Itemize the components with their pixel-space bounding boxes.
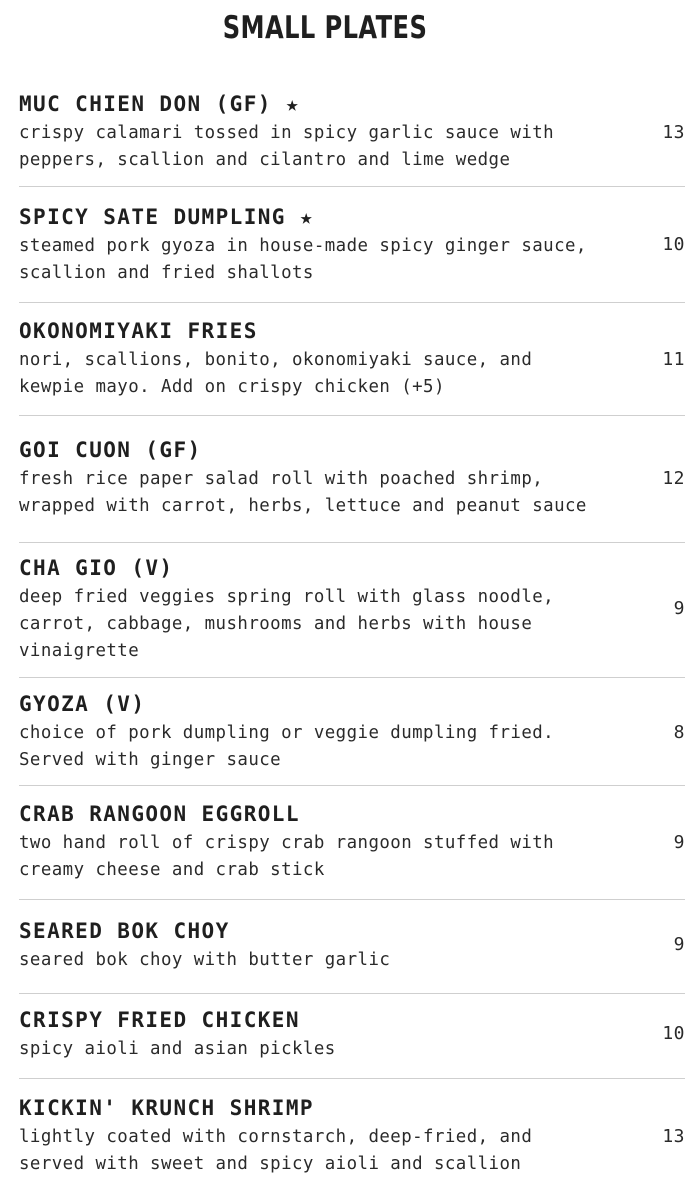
- menu-item-description: [19, 466, 639, 520]
- description-line: crispy calamari tossed in spicy garlic sauce with: [19, 123, 555, 143]
- menu-item-price: 13: [662, 122, 685, 143]
- description-line: served with sweet and spicy aioli and scallion: [19, 1154, 522, 1174]
- menu-item-price: 9: [673, 934, 685, 955]
- description-line: Served with ginger sauce: [19, 750, 282, 770]
- menu-item: [19, 319, 685, 416]
- description-line: choice of pork dumpling or veggie dumpling fried.: [19, 723, 555, 743]
- menu-item: [19, 802, 685, 900]
- section-title: SMALL PLATES: [222, 10, 428, 46]
- menu-item-name: SEARED BOK CHOY: [19, 919, 230, 943]
- menu-item: [19, 919, 685, 994]
- menu-item-name: SPICY SATE DUMPLING ★: [19, 205, 314, 229]
- menu-item: [19, 92, 685, 187]
- menu-item-price: 8: [673, 722, 685, 743]
- description-line: scallion and fried shallots: [19, 263, 314, 283]
- menu-item-name: KICKIN' KRUNCH SHRIMP: [19, 1096, 314, 1120]
- menu-item-description: [19, 347, 639, 401]
- menu-item-description: [19, 120, 639, 174]
- description-line: seared bok choy with butter garlic: [19, 950, 391, 970]
- description-line: vinaigrette: [19, 641, 140, 661]
- menu-item-price: 12: [662, 468, 685, 489]
- menu-item-price: 9: [673, 832, 685, 853]
- menu-item: [19, 556, 685, 678]
- menu-item-price: 11: [662, 349, 685, 370]
- menu-item-description: [19, 1036, 639, 1063]
- description-line: carrot, cabbage, mushrooms and herbs with house: [19, 614, 533, 634]
- menu-item-description: [19, 584, 639, 665]
- description-line: creamy cheese and crab stick: [19, 860, 325, 880]
- description-line: wrapped with carrot, herbs, lettuce and peanut sauce: [19, 496, 587, 516]
- description-line: two hand roll of crispy crab rangoon stuffed with: [19, 833, 555, 853]
- menu-item-price: 13: [662, 1126, 685, 1147]
- menu-item-price: 10: [662, 234, 685, 255]
- menu-item-name: GOI CUON (GF): [19, 438, 202, 462]
- menu-item: [19, 1008, 685, 1079]
- menu-item-description: [19, 233, 639, 287]
- menu-item: [19, 205, 685, 303]
- menu-item-name: CRAB RANGOON EGGROLL: [19, 802, 300, 826]
- menu-item-description: [19, 830, 639, 884]
- menu-item-name: GYOZA (V): [19, 692, 146, 716]
- description-line: peppers, scallion and cilantro and lime wedge: [19, 150, 511, 170]
- menu-item-name: MUC CHIEN DON (GF) ★: [19, 92, 300, 116]
- menu-item: [19, 438, 685, 543]
- menu-item-description: [19, 947, 639, 974]
- description-line: spicy aioli and asian pickles: [19, 1039, 336, 1059]
- menu-item: [19, 692, 685, 786]
- menu-item-description: [19, 720, 639, 774]
- description-line: deep fried veggies spring roll with glass noodle,: [19, 587, 555, 607]
- description-line: nori, scallions, bonito, okonomiyaki sauce, and: [19, 350, 533, 370]
- menu-item-price: 10: [662, 1023, 685, 1044]
- menu-item: [19, 1096, 685, 1186]
- menu-item-name: CHA GIO (V): [19, 556, 174, 580]
- menu-item-name: OKONOMIYAKI FRIES: [19, 319, 258, 343]
- menu-item-name: CRISPY FRIED CHICKEN: [19, 1008, 300, 1032]
- description-line: steamed pork gyoza in house-made spicy ginger sauce,: [19, 236, 587, 256]
- description-line: fresh rice paper salad roll with poached shrimp,: [19, 469, 544, 489]
- description-line: kewpie mayo. Add on crispy chicken (+5): [19, 377, 445, 397]
- description-line: lightly coated with cornstarch, deep-fried, and: [19, 1127, 533, 1147]
- menu-item-description: [19, 1124, 639, 1178]
- menu-item-price: 9: [673, 598, 685, 619]
